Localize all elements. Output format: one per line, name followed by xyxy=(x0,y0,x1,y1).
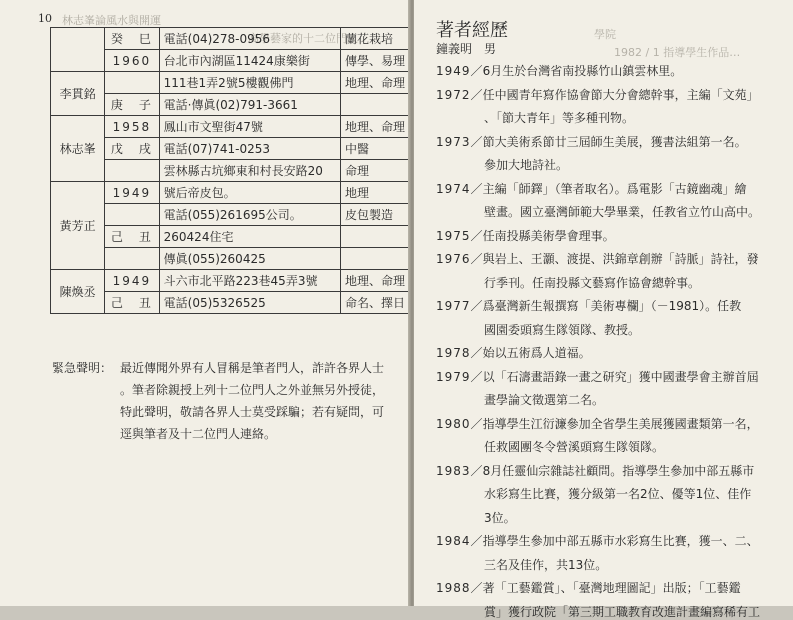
timeline-year: 1975 xyxy=(436,228,471,243)
timeline-separator: ／ xyxy=(470,346,483,360)
timeline-text: 指導學生參加中部五縣市水彩寫生比賽，獲一、二、 xyxy=(482,534,759,548)
timeline-text: 爲臺灣新生報撰寫「美術專欄」（－1981）。任教 xyxy=(482,299,742,313)
timeline-separator: ／ xyxy=(470,181,483,196)
notice-line: 。筆者除親授上列十二位門人之外並無另外授徒， xyxy=(120,383,385,397)
timeline-text: 著「工藝鑑賞」、「臺灣地理圖記」出版；「工藝鑑 xyxy=(482,581,741,595)
table-row xyxy=(51,94,410,116)
specialty: 地理、命理 xyxy=(340,270,409,292)
table-row xyxy=(51,226,410,248)
timeline-separator: ／ xyxy=(470,64,483,78)
timeline-entry xyxy=(436,180,747,197)
timeline-entry-continuation xyxy=(484,509,516,526)
timeline-entry xyxy=(436,297,741,314)
birth-year: 1960 xyxy=(105,50,159,72)
timeline-year: 1984 xyxy=(436,534,471,548)
timeline-separator: ／ xyxy=(470,134,483,149)
timeline-text: 任南投縣美術學會理事。 xyxy=(482,228,615,243)
timeline-year: 1972 xyxy=(436,87,471,102)
timeline-text: 主編「師鐸」（筆者取名）。爲電影「古鏡幽魂」繪 xyxy=(482,181,747,196)
table-row xyxy=(51,270,410,292)
timeline-text: 行季刊。任南投縣文藝寫作協會總幹事。 xyxy=(484,275,701,290)
specialty: 命名、擇日 xyxy=(340,292,409,314)
bleed-through-text: 學院 xyxy=(594,28,616,41)
timeline-year: 1949 xyxy=(436,64,471,78)
timeline-separator: ／ xyxy=(470,228,483,243)
table-row xyxy=(51,182,410,204)
contact-info: 號后帝皮包。 xyxy=(159,182,340,204)
specialty: 地理 xyxy=(340,182,409,204)
birth-year: 癸 巳 xyxy=(105,28,159,50)
timeline-text: 與岩上、王灝、渡提、洪錦章創辦「詩脈」詩社，發 xyxy=(482,252,759,266)
timeline-year: 1977 xyxy=(436,299,471,313)
timeline-text: 指導學生江衍濂參加全省學生美展獲國畫類第一名， xyxy=(482,416,759,431)
contact-info: 電話(05)5326525 xyxy=(159,292,340,314)
notice-line: 逕與筆者及十二位門人連絡。 xyxy=(120,427,277,441)
timeline-text: 三名及佳作，共13位。 xyxy=(484,557,608,572)
table-row xyxy=(51,248,410,270)
contact-info: 111巷1弄2號5樓觀佛門 xyxy=(159,72,340,94)
birth-year xyxy=(105,204,159,226)
timeline-text: 壁畫。國立臺灣師範大學畢業，任教省立竹山高中。 xyxy=(484,205,761,219)
timeline-entry xyxy=(436,344,591,361)
timeline-entry-continuation xyxy=(484,274,700,291)
timeline-text: 國園委頭寫生隊領隊、教授。 xyxy=(484,322,641,337)
timeline-entry-continuation xyxy=(484,109,634,126)
notice-label: 緊急聲明： xyxy=(52,361,113,375)
disciple-name: 黃芳正 xyxy=(51,182,105,270)
timeline-entry xyxy=(436,250,759,267)
notice-line: 最近傳聞外界有人冒稱是筆者門人，詐許各界人士 xyxy=(120,361,385,375)
timeline-text: 、「節大青年」等多種刊物。 xyxy=(484,111,635,125)
timeline-entry-continuation xyxy=(484,438,664,455)
bleed-through-text: 高學藝家的十二位門人 xyxy=(248,32,358,45)
timeline-text: 8月任靈仙宗雜誌社顧問。指導學生參加中部五縣市 xyxy=(482,463,755,478)
timeline-text: 水彩寫生比賽，獲分級第一名2位、優等1位、佳作 xyxy=(484,487,752,501)
contact-info: 鳳山市文聖街47號 xyxy=(159,116,340,138)
timeline-separator: ／ xyxy=(470,534,483,548)
contact-info: 電話(04)278-0956 xyxy=(159,28,340,50)
timeline-entry xyxy=(436,579,741,596)
specialty: 地理、命理 xyxy=(340,116,409,138)
specialty xyxy=(340,226,409,248)
timeline-entry xyxy=(436,62,682,79)
timeline-entry xyxy=(436,415,759,432)
timeline-separator: ／ xyxy=(470,87,483,102)
timeline-entry xyxy=(436,368,759,385)
page-number: 10 xyxy=(38,12,52,25)
timeline-text: 賞」獲行政院「第三期工職教育改進計畫編寫稀有工 xyxy=(484,604,761,619)
specialty xyxy=(340,94,409,116)
specialty xyxy=(340,248,409,270)
birth-year xyxy=(105,72,159,94)
specialty: 蘭花栽培 xyxy=(340,28,409,50)
timeline-year: 1973 xyxy=(436,134,471,149)
table-row xyxy=(51,72,410,94)
timeline-separator: ／ xyxy=(470,463,483,478)
timeline-entry xyxy=(436,532,759,549)
timeline-entry-continuation xyxy=(484,603,760,620)
contact-info: 雲林縣古坑鄉東和村長安路20 xyxy=(159,160,340,182)
right-page xyxy=(414,0,793,619)
timeline-year: 1976 xyxy=(436,252,471,266)
section-title: 著者經歷 xyxy=(436,20,508,41)
timeline-text: 3位。 xyxy=(484,510,516,525)
timeline-text: 任救國團冬令營溪頭寫生隊領隊。 xyxy=(484,440,665,454)
timeline-text: 以「石濤畫語錄一畫之研究」獲中國畫學會主辦首屆 xyxy=(482,369,759,384)
timeline-entry-continuation xyxy=(484,203,760,220)
timeline-entry xyxy=(436,462,754,479)
timeline-entry-continuation xyxy=(484,156,568,173)
timeline-text: 始以五術爲人道福。 xyxy=(482,346,591,360)
timeline-year: 1988 xyxy=(436,581,471,595)
timeline-text: 參加大地詩社。 xyxy=(484,158,569,172)
timeline-entry xyxy=(436,227,615,244)
birth-year: 庚 子 xyxy=(105,94,159,116)
timeline-year: 1978 xyxy=(436,346,471,360)
contact-info: 台北市內湖區11424康樂街 xyxy=(159,50,340,72)
timeline-entry-continuation xyxy=(484,321,640,338)
contact-info: 260424住宅 xyxy=(159,226,340,248)
table-row xyxy=(51,160,410,182)
specialty: 地理、命理 xyxy=(340,72,409,94)
contact-info: 電話·傳眞(02)791-3661 xyxy=(159,94,340,116)
notice-line: 特此聲明，敬請各界人士莫受踩騙；若有疑問，可 xyxy=(120,405,385,419)
contact-info: 電話(07)741-0253 xyxy=(159,138,340,160)
table-row xyxy=(51,204,410,226)
timeline-year: 1980 xyxy=(436,416,471,431)
timeline-separator: ／ xyxy=(470,252,483,266)
timeline-separator: ／ xyxy=(470,369,483,384)
timeline-separator: ／ xyxy=(470,581,483,595)
specialty: 中醫 xyxy=(340,138,409,160)
contact-info: 斗六市北平路223巷45弄3號 xyxy=(159,270,340,292)
timeline-text: 任中國青年寫作協會節大分會總幹事，主編「文苑」 xyxy=(482,87,759,102)
table-row xyxy=(51,28,410,50)
timeline-year: 1974 xyxy=(436,181,471,196)
timeline-entry xyxy=(436,86,759,103)
timeline-entry-continuation xyxy=(484,556,607,573)
timeline-text: 畫學論文徵選第二名。 xyxy=(484,393,605,407)
disciple-name xyxy=(51,28,105,72)
birth-year: 己 丑 xyxy=(105,226,159,248)
birth-year: 己 丑 xyxy=(105,292,159,314)
table-row xyxy=(51,138,410,160)
disciples-contact-table xyxy=(50,27,410,314)
birth-year xyxy=(105,248,159,270)
timeline-entry-continuation xyxy=(484,485,751,502)
specialty: 傳學、易理 xyxy=(340,50,409,72)
author-line: 鐘義明 男 xyxy=(436,42,497,56)
disciple-name: 林志峯 xyxy=(51,116,105,182)
bleed-through-header: 林志峯論風水與開運 xyxy=(62,14,161,27)
table-row xyxy=(51,50,410,72)
timeline-entry xyxy=(436,133,747,150)
bleed-through-text: 1982 / 1 指導學生作品… xyxy=(614,46,741,59)
timeline-year: 1979 xyxy=(436,369,471,384)
timeline-separator: ／ xyxy=(470,416,483,431)
table-row xyxy=(51,116,410,138)
timeline-year: 1983 xyxy=(436,463,471,478)
specialty: 皮包製造 xyxy=(340,204,409,226)
birth-year: 戊 戌 xyxy=(105,138,159,160)
birth-year: 1949 xyxy=(105,270,159,292)
birth-year: 1958 xyxy=(105,116,159,138)
contact-info: 電話(055)261695公司。 xyxy=(159,204,340,226)
disciple-name: 李貫銘 xyxy=(51,72,105,116)
timeline-text: 6月生於台灣省南投縣竹山鎮雲林里。 xyxy=(482,64,683,78)
timeline-separator: ／ xyxy=(470,299,483,313)
birth-year xyxy=(105,160,159,182)
disciple-name: 陳煥丞 xyxy=(51,270,105,314)
table-row xyxy=(51,292,410,314)
contact-info: 傳眞(055)260425 xyxy=(159,248,340,270)
timeline-text: 節大美術系節廿三屆師生美展，獲書法組第一名。 xyxy=(482,134,747,149)
timeline-entry-continuation xyxy=(484,391,604,408)
specialty: 命理 xyxy=(340,160,409,182)
birth-year: 1949 xyxy=(105,182,159,204)
